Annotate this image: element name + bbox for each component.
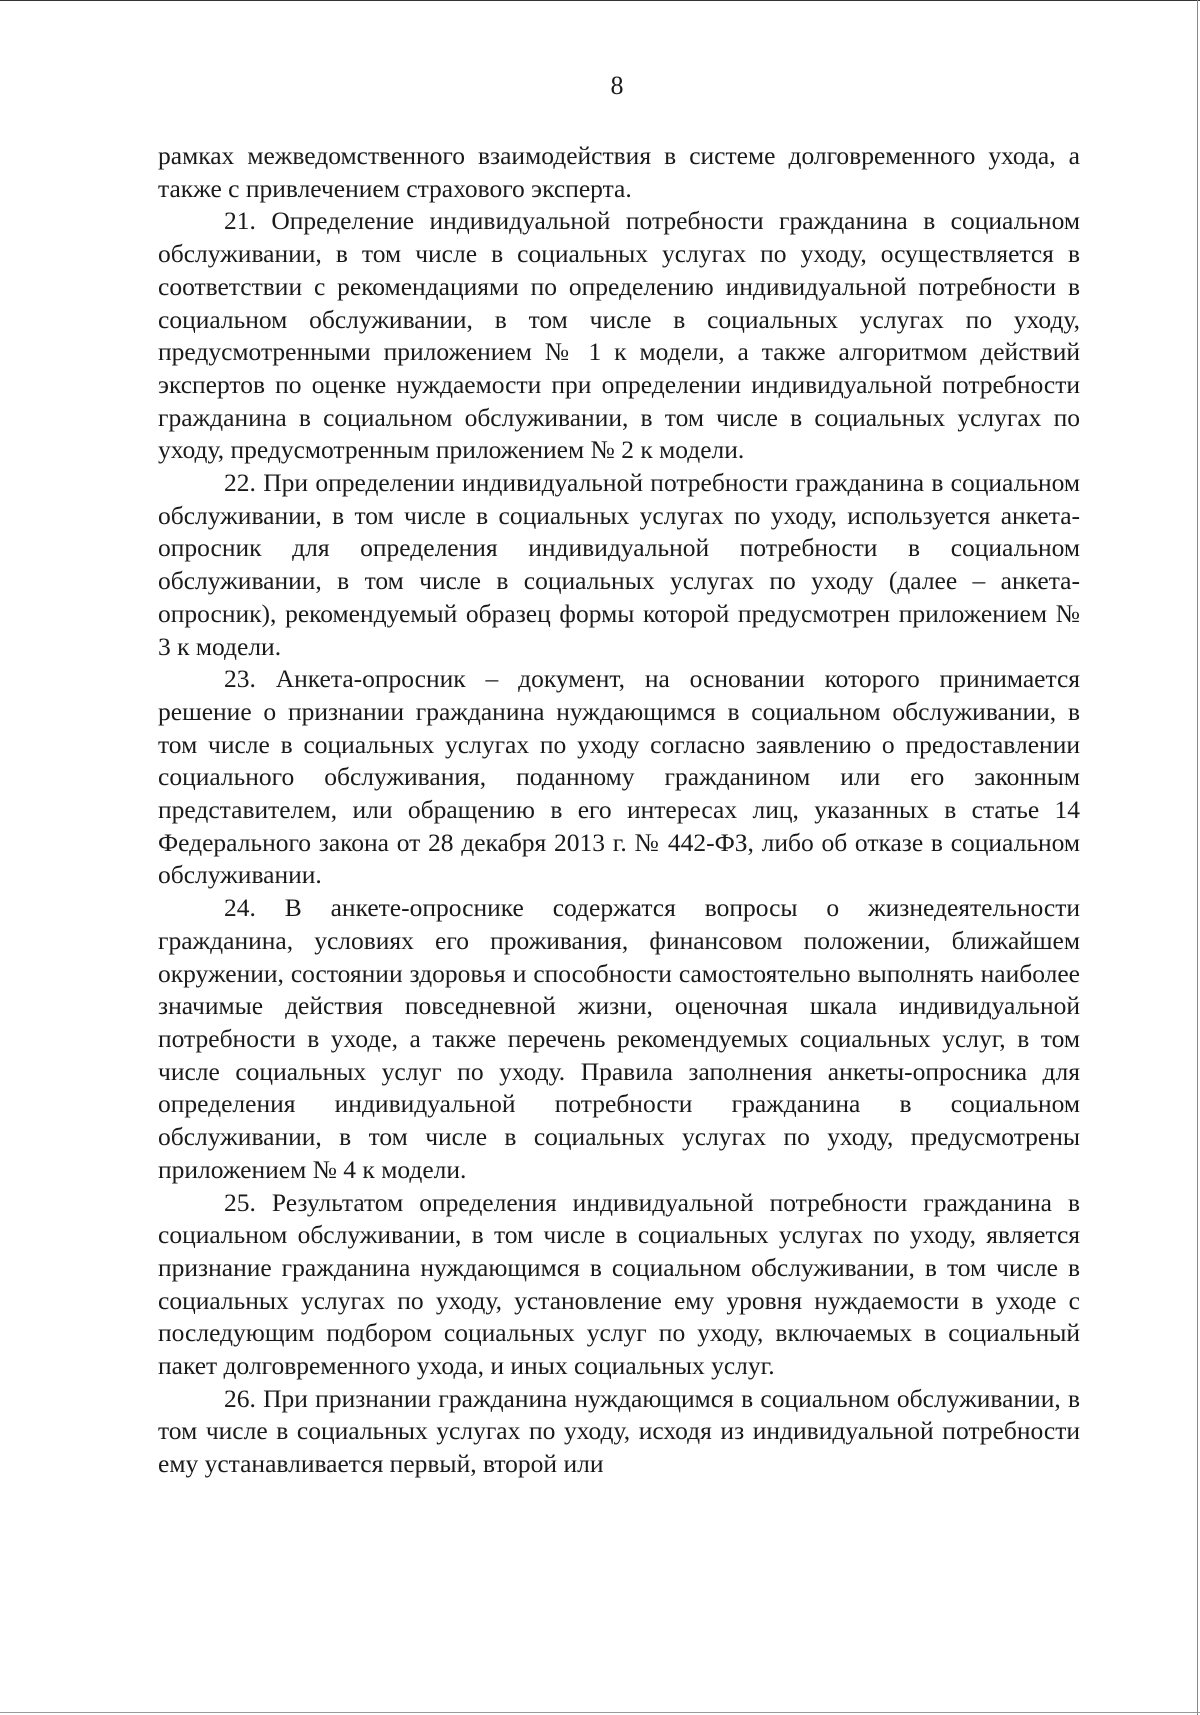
scan-edge-bottom [0,1712,1200,1713]
scan-edge-top [0,0,1200,1]
paragraph-24: 24. В анкете-опроснике содержатся вопросы о жизнедеятельности гражданина, условиях его проживания, финансовом положении, ближайшем окружении, состоянии здоровья и способности самостоятельно выполнять наиболее значимые действия повседневной жизни, оценочная шкала индивидуальной потребности в уходе, а также перечень рекомендуемых социальных услуг, в том числе социальных услуг по уходу. Правила заполнения анкеты-опросника для определения индивидуальной потребности гражданина в социальном обслуживании, в том числе в социальных услугах по уходу, предусмотрены приложением № 4 к модели. [158,893,1080,1184]
paragraph-continuation: рамках межведомственного взаимодействия в системе долговременного ухода, а также с привлечением страхового эксперта. [158,141,1080,203]
paragraph-26: 26. При признании гражданина нуждающимся в социальном обслуживании, в том числе в социальных услугах по уходу, исходя из индивидуальной потребности ему устанавливается первый, второй или [158,1383,1080,1479]
document-body [158,140,1080,1481]
paragraph-23: 23. Анкета-опросник – документ, на основании которого принимается решение о признании гражданина нуждающимся в социальном обслуживании, в том числе в социальных услугах по уходу согласно заявлению о предоставлении социального обслуживания, поданному гражданином или его законным представителем, или обращению в его интересах лиц, указанных в статье 14 Федерального закона от 28 декабря 2013 г. № 442-ФЗ, либо об отказе в социальном обслуживании. [158,664,1080,890]
page-number: 8 [610,71,624,100]
paragraph-21: 21. Определение индивидуальной потребности гражданина в социальном обслуживании, в том числе в социальных услугах по уходу, осуществляется в соответствии с рекомендациями по определению индивидуальной потребности в социальном обслуживании, в том числе в социальных услугах по уходу, предусмотренными приложением № 1 к модели, а также алгоритмом действий экспертов по оценке нуждаемости при определении индивидуальной потребности гражданина в социальном обслуживании, в том числе в социальных услугах по уходу, предусмотренным приложением № 2 к модели. [158,206,1080,465]
paragraph-22: 22. При определении индивидуальной потребности гражданина в социальном обслуживании, в том числе в социальных услугах по уходу, используется анкета-опросник для определения индивидуальной потребности в социальном обслуживании, в том числе в социальных услугах по уходу (далее – анкета-опросник), рекомендуемый образец формы которой предусмотрен приложением № 3 к модели. [158,468,1080,661]
scan-edge-right [1197,0,1198,1715]
paragraph-25: 25. Результатом определения индивидуальной потребности гражданина в социальном обслуживании, в том числе в социальных услугах по уходу, является признание гражданина нуждающимся в социальном обслуживании, в том числе в социальных услугах по уходу, установление ему уровня нуждаемости в уходе с последующим подбором социальных услуг по уходу, включаемых в социальный пакет долговременного ухода, и иных социальных услуг. [158,1187,1080,1381]
